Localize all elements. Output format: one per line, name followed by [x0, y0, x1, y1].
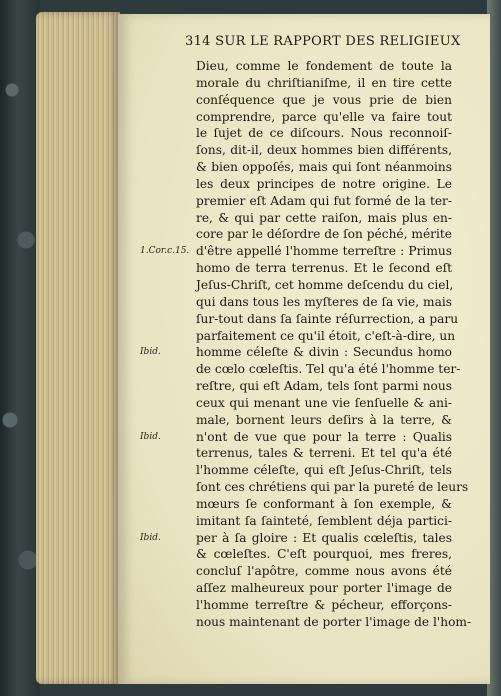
page-number: 314	[185, 34, 211, 49]
margin-note: Ibid.	[140, 347, 161, 358]
text-line: ceux qui menant une vie ſenſuelle & ani-	[196, 395, 452, 410]
text-line: nous maintenant de porter l'image de l'hom-	[196, 614, 472, 629]
text-line: ſur-tout dans ſa ſainte réſurrection, a paru	[196, 311, 459, 326]
text-line: qui dans tous les myſteres de ſa vie, mais	[196, 294, 452, 309]
text-line: de cœlo cœleſtis. Tel qu'a été l'homme ter-	[196, 362, 461, 377]
text-line: le ſujet de ce diſcours. Nous reconnoiſ-	[196, 126, 452, 141]
text-line: comprendre, parce qu'elle va faire tout	[196, 109, 452, 124]
text-line: & cœleſtes. C'eſt pourquoi, mes freres,	[196, 547, 452, 562]
text-line: d'être appellé l'homme terreſtre : Primus	[196, 244, 452, 259]
text-line: homme céleſte & divin : Secundus homo	[196, 345, 452, 360]
text-line: ſons, dit-il, deux hommes bien différents,	[196, 143, 452, 158]
text-line: & bien oppoſés, mais qui ſont néanmoins	[196, 160, 452, 175]
text-line: Jeſus-Chriſt, cet homme deſcendu du ciel,	[196, 277, 454, 292]
text-line: l'homme céleſte, qui eſt Jeſus-Chriſt, tels	[196, 463, 452, 478]
text-line: Dieu, comme le fondement de toute la	[196, 59, 452, 73]
text-line: ſont ces chrétiens qui par la pureté de leurs	[196, 480, 469, 495]
text-line: imitant ſa ſainteté, ſemblent déja partici-	[196, 513, 452, 528]
text-line: l'homme terreſtre & pécheur, efforçons-	[196, 598, 452, 612]
text-line: aſſez malheureux pour porter l'image de	[196, 581, 452, 596]
text-line: male, bornent leurs deſirs à la terre, &	[196, 412, 452, 427]
margin-note: Ibid.	[140, 431, 161, 442]
running-header	[185, 34, 501, 49]
page-edges	[36, 12, 120, 684]
text-line: per à ſa gloire : Et qualis cœleſtis, tales	[196, 530, 452, 545]
text-line: terrenus, tales & terreni. Et tel qu'a été	[196, 446, 452, 461]
text-line: les deux principes de notre origine. Le	[196, 176, 452, 191]
text-line: n'ont de vue que pour la terre : Qualis	[196, 429, 452, 444]
text-line: mœurs ſe conformant à ſon exemple, &	[196, 496, 452, 511]
text-line: core par le déſordre de ſon péché, mérite	[196, 227, 452, 242]
text-line: conſéquence que je vous prie de bien	[196, 92, 452, 107]
text-line: premier eſt Adam qui fut formé de la ter-	[196, 193, 452, 208]
text-line: reſtre, qui eſt Adam, tels ſont parmi nous	[196, 379, 452, 394]
text-line: homo de terra terrenus. Et le ſecond eſt	[196, 261, 452, 276]
text-line: parfaitement ce qu'il étoit, c'eſt-à-dire, un	[196, 328, 456, 343]
body-text	[196, 58, 472, 631]
margin-note: Ibid.	[140, 532, 161, 543]
margin-note: 1.Cor.c.15.	[140, 246, 190, 257]
book-binding	[0, 0, 40, 696]
running-title: SUR LE RAPPORT DES RELIGIEUX	[215, 34, 461, 49]
text-line: morale du chriſtianiſme, il en tire cette	[196, 75, 452, 90]
text-line: re, & qui par cette raiſon, mais plus en-	[196, 210, 452, 225]
text-line: concluſ l'apôtre, comme nous avons été	[196, 564, 452, 579]
